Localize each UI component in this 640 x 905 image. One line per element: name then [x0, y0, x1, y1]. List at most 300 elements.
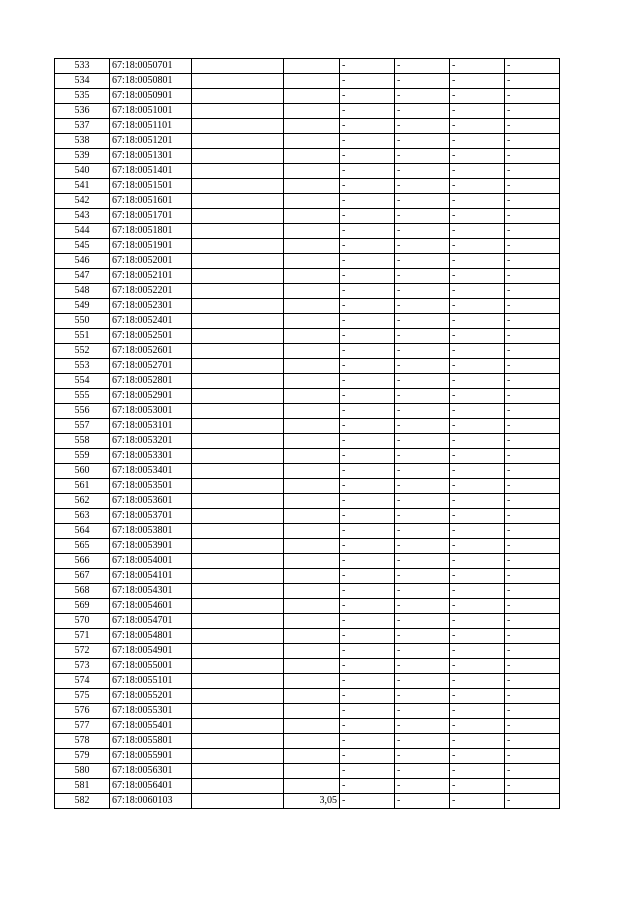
- col-7-cell: -: [450, 389, 505, 404]
- col-5-cell: -: [340, 299, 395, 314]
- col-7-cell: -: [450, 539, 505, 554]
- table-row: [55, 419, 560, 434]
- name-cell: [192, 509, 284, 524]
- col-6-cell: -: [395, 584, 450, 599]
- col-5-cell: -: [340, 74, 395, 89]
- col-7-cell: -: [450, 119, 505, 134]
- col-6-cell: -: [395, 419, 450, 434]
- table-body: [55, 59, 560, 809]
- col-6-cell: -: [395, 614, 450, 629]
- row-number-cell: 540: [55, 164, 110, 179]
- col-8-cell: -: [505, 629, 560, 644]
- name-cell: [192, 314, 284, 329]
- name-cell: [192, 59, 284, 74]
- table-row: [55, 344, 560, 359]
- col-7-cell: -: [450, 74, 505, 89]
- table-row: [55, 479, 560, 494]
- col-6-cell: -: [395, 59, 450, 74]
- name-cell: [192, 179, 284, 194]
- col-5-cell: -: [340, 644, 395, 659]
- cadastral-code-cell: 67:18:0053901: [110, 539, 192, 554]
- col-6-cell: -: [395, 209, 450, 224]
- col-6-cell: -: [395, 719, 450, 734]
- row-number-cell: 576: [55, 704, 110, 719]
- col-7-cell: -: [450, 134, 505, 149]
- col-5-cell: -: [340, 89, 395, 104]
- col-8-cell: -: [505, 404, 560, 419]
- col-5-cell: -: [340, 239, 395, 254]
- row-number-cell: 572: [55, 644, 110, 659]
- col-7-cell: -: [450, 104, 505, 119]
- name-cell: [192, 569, 284, 584]
- cadastral-code-cell: 67:18:0053501: [110, 479, 192, 494]
- value-cell: [284, 689, 340, 704]
- value-cell: [284, 299, 340, 314]
- row-number-cell: 570: [55, 614, 110, 629]
- name-cell: [192, 149, 284, 164]
- col-7-cell: -: [450, 179, 505, 194]
- col-7-cell: -: [450, 404, 505, 419]
- col-7-cell: -: [450, 254, 505, 269]
- table-row: [55, 134, 560, 149]
- col-8-cell: -: [505, 659, 560, 674]
- cadastral-code-cell: 67:18:0056401: [110, 779, 192, 794]
- row-number-cell: 559: [55, 449, 110, 464]
- row-number-cell: 547: [55, 269, 110, 284]
- value-cell: [284, 119, 340, 134]
- col-5-cell: -: [340, 719, 395, 734]
- name-cell: [192, 524, 284, 539]
- cadastral-code-cell: 67:18:0054101: [110, 569, 192, 584]
- col-6-cell: -: [395, 569, 450, 584]
- name-cell: [192, 134, 284, 149]
- col-5-cell: -: [340, 374, 395, 389]
- col-8-cell: -: [505, 719, 560, 734]
- col-6-cell: -: [395, 89, 450, 104]
- col-5-cell: -: [340, 674, 395, 689]
- col-6-cell: -: [395, 179, 450, 194]
- value-cell: [284, 734, 340, 749]
- row-number-cell: 543: [55, 209, 110, 224]
- table-row: [55, 599, 560, 614]
- row-number-cell: 579: [55, 749, 110, 764]
- col-6-cell: -: [395, 164, 450, 179]
- value-cell: [284, 389, 340, 404]
- col-6-cell: -: [395, 704, 450, 719]
- value-cell: [284, 434, 340, 449]
- col-7-cell: -: [450, 659, 505, 674]
- col-8-cell: -: [505, 104, 560, 119]
- name-cell: [192, 374, 284, 389]
- col-6-cell: -: [395, 479, 450, 494]
- col-5-cell: -: [340, 269, 395, 284]
- name-cell: [192, 419, 284, 434]
- col-6-cell: -: [395, 314, 450, 329]
- col-7-cell: -: [450, 224, 505, 239]
- name-cell: [192, 749, 284, 764]
- col-5-cell: -: [340, 119, 395, 134]
- row-number-cell: 578: [55, 734, 110, 749]
- name-cell: [192, 329, 284, 344]
- value-cell: [284, 104, 340, 119]
- cadastral-code-cell: 67:18:0051201: [110, 134, 192, 149]
- name-cell: [192, 644, 284, 659]
- value-cell: 3,05: [284, 794, 340, 809]
- row-number-cell: 535: [55, 89, 110, 104]
- name-cell: [192, 449, 284, 464]
- value-cell: [284, 569, 340, 584]
- table-row: [55, 284, 560, 299]
- col-7-cell: -: [450, 314, 505, 329]
- table-row: [55, 404, 560, 419]
- table-row: [55, 644, 560, 659]
- table-row: [55, 299, 560, 314]
- table-row: [55, 524, 560, 539]
- col-8-cell: -: [505, 359, 560, 374]
- col-8-cell: -: [505, 614, 560, 629]
- row-number-cell: 557: [55, 419, 110, 434]
- col-8-cell: -: [505, 134, 560, 149]
- name-cell: [192, 734, 284, 749]
- col-5-cell: -: [340, 359, 395, 374]
- row-number-cell: 564: [55, 524, 110, 539]
- name-cell: [192, 779, 284, 794]
- col-7-cell: -: [450, 629, 505, 644]
- col-6-cell: -: [395, 779, 450, 794]
- col-6-cell: -: [395, 764, 450, 779]
- col-5-cell: -: [340, 104, 395, 119]
- col-7-cell: -: [450, 524, 505, 539]
- row-number-cell: 560: [55, 464, 110, 479]
- col-7-cell: -: [450, 449, 505, 464]
- table-row: [55, 734, 560, 749]
- row-number-cell: 558: [55, 434, 110, 449]
- row-number-cell: 554: [55, 374, 110, 389]
- col-5-cell: -: [340, 479, 395, 494]
- col-5-cell: -: [340, 629, 395, 644]
- col-8-cell: -: [505, 434, 560, 449]
- table-row: [55, 719, 560, 734]
- col-6-cell: -: [395, 74, 450, 89]
- col-6-cell: -: [395, 689, 450, 704]
- table-row: [55, 164, 560, 179]
- table-row: [55, 449, 560, 464]
- row-number-cell: 556: [55, 404, 110, 419]
- col-8-cell: -: [505, 734, 560, 749]
- col-5-cell: -: [340, 404, 395, 419]
- table-row: [55, 779, 560, 794]
- table-row: [55, 224, 560, 239]
- table-row: [55, 434, 560, 449]
- cadastral-code-cell: 67:18:0056301: [110, 764, 192, 779]
- row-number-cell: 565: [55, 539, 110, 554]
- row-number-cell: 537: [55, 119, 110, 134]
- name-cell: [192, 104, 284, 119]
- table-row: [55, 494, 560, 509]
- value-cell: [284, 224, 340, 239]
- row-number-cell: 533: [55, 59, 110, 74]
- value-cell: [284, 239, 340, 254]
- value-cell: [284, 374, 340, 389]
- col-5-cell: -: [340, 554, 395, 569]
- value-cell: [284, 614, 340, 629]
- cadastral-code-cell: 67:18:0053101: [110, 419, 192, 434]
- table-row: [55, 359, 560, 374]
- col-8-cell: -: [505, 89, 560, 104]
- row-number-cell: 567: [55, 569, 110, 584]
- col-5-cell: -: [340, 254, 395, 269]
- name-cell: [192, 89, 284, 104]
- value-cell: [284, 539, 340, 554]
- value-cell: [284, 209, 340, 224]
- col-7-cell: -: [450, 719, 505, 734]
- value-cell: [284, 704, 340, 719]
- cadastral-code-cell: 67:18:0052001: [110, 254, 192, 269]
- col-6-cell: -: [395, 149, 450, 164]
- col-7-cell: -: [450, 674, 505, 689]
- row-number-cell: 534: [55, 74, 110, 89]
- col-8-cell: -: [505, 59, 560, 74]
- table-row: [55, 119, 560, 134]
- cadastral-code-cell: 67:18:0054301: [110, 584, 192, 599]
- col-7-cell: -: [450, 644, 505, 659]
- cadastral-code-cell: 67:18:0052201: [110, 284, 192, 299]
- col-6-cell: -: [395, 554, 450, 569]
- col-8-cell: -: [505, 179, 560, 194]
- name-cell: [192, 344, 284, 359]
- cadastral-code-cell: 67:18:0052101: [110, 269, 192, 284]
- col-5-cell: -: [340, 509, 395, 524]
- table-row: [55, 59, 560, 74]
- name-cell: [192, 284, 284, 299]
- col-7-cell: -: [450, 584, 505, 599]
- col-5-cell: -: [340, 464, 395, 479]
- col-8-cell: -: [505, 704, 560, 719]
- col-8-cell: -: [505, 284, 560, 299]
- name-cell: [192, 404, 284, 419]
- col-8-cell: -: [505, 524, 560, 539]
- col-5-cell: -: [340, 344, 395, 359]
- cadastral-code-cell: 67:18:0054801: [110, 629, 192, 644]
- col-8-cell: -: [505, 149, 560, 164]
- col-5-cell: -: [340, 689, 395, 704]
- col-7-cell: -: [450, 689, 505, 704]
- name-cell: [192, 599, 284, 614]
- col-8-cell: -: [505, 194, 560, 209]
- col-5-cell: -: [340, 494, 395, 509]
- name-cell: [192, 704, 284, 719]
- cadastral-code-cell: 67:18:0055201: [110, 689, 192, 704]
- cadastral-code-cell: 67:18:0052601: [110, 344, 192, 359]
- table-row: [55, 179, 560, 194]
- col-7-cell: -: [450, 464, 505, 479]
- col-7-cell: -: [450, 569, 505, 584]
- value-cell: [284, 284, 340, 299]
- cadastral-code-cell: 67:18:0055301: [110, 704, 192, 719]
- table-row: [55, 554, 560, 569]
- col-5-cell: -: [340, 749, 395, 764]
- col-7-cell: -: [450, 59, 505, 74]
- col-8-cell: -: [505, 374, 560, 389]
- row-number-cell: 571: [55, 629, 110, 644]
- cadastral-code-cell: 67:18:0051901: [110, 239, 192, 254]
- row-number-cell: 577: [55, 719, 110, 734]
- col-7-cell: -: [450, 374, 505, 389]
- row-number-cell: 555: [55, 389, 110, 404]
- name-cell: [192, 209, 284, 224]
- col-7-cell: -: [450, 329, 505, 344]
- table-row: [55, 389, 560, 404]
- col-8-cell: -: [505, 599, 560, 614]
- col-5-cell: -: [340, 329, 395, 344]
- cadastral-code-cell: 67:18:0051001: [110, 104, 192, 119]
- value-cell: [284, 344, 340, 359]
- row-number-cell: 561: [55, 479, 110, 494]
- col-7-cell: -: [450, 89, 505, 104]
- col-6-cell: -: [395, 494, 450, 509]
- col-5-cell: -: [340, 179, 395, 194]
- name-cell: [192, 614, 284, 629]
- cadastral-code-cell: 67:18:0053601: [110, 494, 192, 509]
- cadastral-code-cell: 67:18:0051701: [110, 209, 192, 224]
- table-row: [55, 584, 560, 599]
- data-table: [54, 58, 560, 809]
- cadastral-code-cell: 67:18:0050901: [110, 89, 192, 104]
- col-8-cell: -: [505, 539, 560, 554]
- col-8-cell: -: [505, 299, 560, 314]
- col-6-cell: -: [395, 674, 450, 689]
- value-cell: [284, 509, 340, 524]
- col-6-cell: -: [395, 104, 450, 119]
- col-6-cell: -: [395, 299, 450, 314]
- row-number-cell: 574: [55, 674, 110, 689]
- name-cell: [192, 584, 284, 599]
- value-cell: [284, 659, 340, 674]
- name-cell: [192, 764, 284, 779]
- col-5-cell: -: [340, 389, 395, 404]
- col-8-cell: -: [505, 119, 560, 134]
- col-7-cell: -: [450, 284, 505, 299]
- name-cell: [192, 494, 284, 509]
- col-8-cell: -: [505, 494, 560, 509]
- value-cell: [284, 629, 340, 644]
- col-7-cell: -: [450, 479, 505, 494]
- cadastral-code-cell: 67:18:0052401: [110, 314, 192, 329]
- col-5-cell: -: [340, 599, 395, 614]
- row-number-cell: 544: [55, 224, 110, 239]
- value-cell: [284, 314, 340, 329]
- col-7-cell: -: [450, 764, 505, 779]
- value-cell: [284, 524, 340, 539]
- row-number-cell: 538: [55, 134, 110, 149]
- col-6-cell: -: [395, 734, 450, 749]
- col-8-cell: -: [505, 509, 560, 524]
- col-7-cell: -: [450, 614, 505, 629]
- col-5-cell: -: [340, 434, 395, 449]
- col-7-cell: -: [450, 269, 505, 284]
- cadastral-code-cell: 67:18:0055401: [110, 719, 192, 734]
- col-7-cell: -: [450, 194, 505, 209]
- col-7-cell: -: [450, 749, 505, 764]
- col-7-cell: -: [450, 359, 505, 374]
- col-6-cell: -: [395, 434, 450, 449]
- cadastral-code-cell: 67:18:0055001: [110, 659, 192, 674]
- col-5-cell: -: [340, 659, 395, 674]
- col-7-cell: -: [450, 344, 505, 359]
- col-8-cell: -: [505, 764, 560, 779]
- table-row: [55, 749, 560, 764]
- col-5-cell: -: [340, 794, 395, 809]
- col-7-cell: -: [450, 704, 505, 719]
- table-row: [55, 464, 560, 479]
- value-cell: [284, 194, 340, 209]
- row-number-cell: 566: [55, 554, 110, 569]
- name-cell: [192, 629, 284, 644]
- row-number-cell: 551: [55, 329, 110, 344]
- name-cell: [192, 719, 284, 734]
- row-number-cell: 580: [55, 764, 110, 779]
- col-8-cell: -: [505, 314, 560, 329]
- row-number-cell: 568: [55, 584, 110, 599]
- cadastral-code-cell: 67:18:0052901: [110, 389, 192, 404]
- col-7-cell: -: [450, 239, 505, 254]
- row-number-cell: 541: [55, 179, 110, 194]
- col-5-cell: -: [340, 764, 395, 779]
- row-number-cell: 550: [55, 314, 110, 329]
- cadastral-code-cell: 67:18:0055801: [110, 734, 192, 749]
- col-8-cell: -: [505, 479, 560, 494]
- name-cell: [192, 359, 284, 374]
- col-6-cell: -: [395, 644, 450, 659]
- table-row: [55, 689, 560, 704]
- col-8-cell: -: [505, 164, 560, 179]
- row-number-cell: 569: [55, 599, 110, 614]
- col-6-cell: -: [395, 344, 450, 359]
- col-6-cell: -: [395, 239, 450, 254]
- col-8-cell: -: [505, 344, 560, 359]
- name-cell: [192, 269, 284, 284]
- value-cell: [284, 404, 340, 419]
- col-5-cell: -: [340, 779, 395, 794]
- col-5-cell: -: [340, 524, 395, 539]
- col-6-cell: -: [395, 794, 450, 809]
- col-8-cell: -: [505, 74, 560, 89]
- col-6-cell: -: [395, 749, 450, 764]
- col-6-cell: -: [395, 524, 450, 539]
- col-7-cell: -: [450, 794, 505, 809]
- col-7-cell: -: [450, 734, 505, 749]
- value-cell: [284, 749, 340, 764]
- col-6-cell: -: [395, 359, 450, 374]
- col-5-cell: -: [340, 194, 395, 209]
- col-5-cell: -: [340, 149, 395, 164]
- row-number-cell: 581: [55, 779, 110, 794]
- value-cell: [284, 329, 340, 344]
- table-row: [55, 704, 560, 719]
- cadastral-code-cell: 67:18:0053401: [110, 464, 192, 479]
- col-8-cell: -: [505, 389, 560, 404]
- col-8-cell: -: [505, 464, 560, 479]
- table-row: [55, 569, 560, 584]
- cadastral-code-cell: 67:18:0053201: [110, 434, 192, 449]
- col-8-cell: -: [505, 674, 560, 689]
- table-row: [55, 614, 560, 629]
- cadastral-code-cell: 67:18:0051601: [110, 194, 192, 209]
- table-row: [55, 764, 560, 779]
- table-row: [55, 539, 560, 554]
- value-cell: [284, 494, 340, 509]
- col-8-cell: -: [505, 584, 560, 599]
